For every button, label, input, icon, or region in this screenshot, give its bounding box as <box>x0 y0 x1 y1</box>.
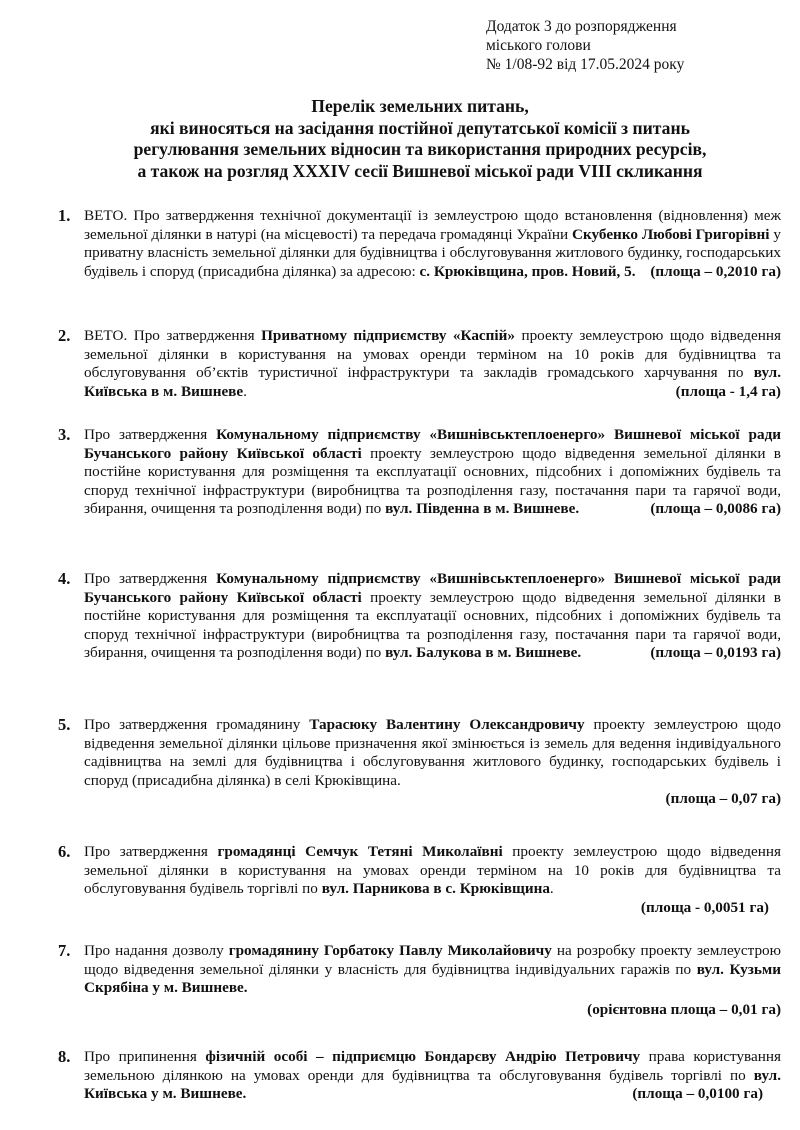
item-text-part: у приватну власність земельної ділянки для будівництва і обслуговування житлового будинку, господарських будівель і споруд (присадибна ділянка) за адресою: <box>84 225 782 280</box>
item-area: (площа - 0,0051 га) <box>640 898 769 916</box>
item-text <box>84 327 781 401</box>
item-text-part: проекту землеустрою щодо відведення земельної ділянки в користування на умовах оренди терміном на 10 років для будівництва та обслуговування будівель торгівлі по <box>84 843 782 898</box>
item-area: (площа – 0,07 га) <box>665 790 781 808</box>
item-area: (площа – 0,0193 га) <box>650 644 781 662</box>
item-text <box>84 570 781 663</box>
item-address: вул. Південна в м. Вишневе. <box>385 500 580 518</box>
item-number: 1. <box>58 206 71 225</box>
header-line: міського голови <box>486 37 591 54</box>
item-address: вул. Київська у м. Вишневе. <box>84 1066 781 1103</box>
title-line: регулювання земельних відносин та використання природних ресурсів, <box>133 139 707 159</box>
item-text-part: Про надання дозволу <box>84 942 229 959</box>
item-text-part: Про затвердження <box>84 843 218 860</box>
item-text <box>84 716 781 809</box>
item-text-part: проекту землеустрою щодо відведення земельної ділянки цільове призначення якої змінюється із земель для ведення індивідуального садівництва на землі для будівництва і обслуговування житлового будинку, господарських будівель і споруд (присадибна ділянка) в селі Крюківщина. <box>84 716 781 789</box>
title-line: Перелік земельних питань, <box>311 96 529 116</box>
item-bold-part: Скубенко Любові Григорівні <box>572 225 770 243</box>
item-text-part: . <box>549 880 554 898</box>
item-text <box>84 426 781 519</box>
item-text-part: на розробку проекту землеустрою щодо відведення земельної ділянки у власність для будівництва індивідуальних гаражів по <box>84 942 781 978</box>
item-text-part: Про затвердження <box>84 426 217 443</box>
item-bold-part: Комунальному підприємству «Вишнівськтеплоенерго» Вишневої міської ради Бучанського району Київської області <box>84 570 781 606</box>
header-line: Додаток 3 до розпорядження <box>486 18 677 35</box>
item-number: 5. <box>58 715 71 734</box>
header-line: № 1/08-92 від 17.05.2024 року <box>486 56 685 73</box>
item-area: (площа – 0,2010 га) <box>650 262 781 280</box>
document-title <box>40 96 800 182</box>
item-text-part: . <box>243 382 247 400</box>
item-bold-part: фізичній особі – підприємцю Бондарєву Андрію Петровичу <box>205 1048 641 1065</box>
title-line: які виносяться на засідання постійної депутатської комісії з питань <box>150 117 690 138</box>
document-header <box>486 17 786 74</box>
item-bold-part: Приватному підприємству «Каспій» <box>261 327 515 344</box>
item-text <box>84 207 781 281</box>
item-address: с. Крюківщина, пров. Новий, 5. <box>419 262 636 280</box>
item-bold-part: Комунальному підприємству «Вишнівськтеплоенерго» Вишневої міської ради Бучанського району Київської області <box>84 426 781 462</box>
item-text <box>84 843 781 917</box>
item-text-part: проекту землеустрою щодо відведення земельної ділянки в користування на умовах оренди терміном на 10 років для будівництва та обслуговування об’єктів туристичної інфраструктури та закладів громадського харчування по <box>84 327 781 382</box>
item-number: 4. <box>58 569 71 588</box>
item-address: вул. Парникова в с. Крюківщина <box>321 880 550 898</box>
item-text-part: ВЕТО. Про затвердження <box>84 327 262 344</box>
item-area: (площа – 0,0086 га) <box>650 500 781 518</box>
item-text-part: проекту землеустрою щодо відведення земельної ділянки в постійне користування для розміщення та експлуатації основних, підсобних і допоміжних будівель та споруд технічної інфраструктури (виробництва та розподілення газу, постачання пари та гарячої води, збирання, очищення та розподілення води) по <box>84 444 781 518</box>
item-address: вул. Київська в м. Вишневе <box>84 364 781 400</box>
item-number: 3. <box>58 425 71 444</box>
item-text-part: права користування земельною ділянкою на умовах оренди для будівництва та обслуговування будівель торгівлі по <box>84 1048 782 1084</box>
item-bold-part: громадянину Горбатоку Павлу Миколайовичу <box>228 942 552 959</box>
item-text-part: проекту землеустрою щодо відведення земельної ділянки в постійне користування для розміщення та експлуатації основних, підсобних і допоміжних будівель та споруд технічної інфраструктури (виробництва та розподілення газу, постачання пари та гарячої води, збирання, очищення та розподілення води) по <box>84 588 781 662</box>
item-text-part: ВЕТО. Про затвердження технічної документації із землеустрою щодо встановлення (відновлення) меж земельної ділянки в натурі (на місцевості) та передача громадянці України <box>84 207 781 243</box>
item-text-part: Про затвердження громадянину <box>84 716 310 733</box>
item-area: (площа – 0,0100 га) <box>632 1085 763 1103</box>
item-bold-part: громадянці Семчук Тетяні Миколаївні <box>217 843 503 860</box>
item-area: (площа - 1,4 га) <box>675 382 781 400</box>
item-text <box>84 942 781 1019</box>
item-area: (орієнтовна площа – 0,01 га) <box>587 1000 781 1018</box>
item-number: 7. <box>58 941 71 960</box>
item-text <box>84 1048 781 1104</box>
item-text-part: Про припинення <box>84 1048 206 1065</box>
item-bold-part: Тарасюку Валентину Олександровичу <box>309 716 585 733</box>
item-number: 8. <box>58 1047 71 1066</box>
item-number: 2. <box>58 326 71 345</box>
title-line: а також на розгляд XXXIV сесії Вишневої міської ради VIII скликання <box>137 160 703 181</box>
item-address: вул. Балукова в м. Вишневе. <box>385 644 582 662</box>
item-number: 6. <box>58 842 71 861</box>
item-text-part: Про затвердження <box>84 570 217 587</box>
item-address: вул. Кузьми Скрябіна у м. Вишневе. <box>84 960 781 997</box>
